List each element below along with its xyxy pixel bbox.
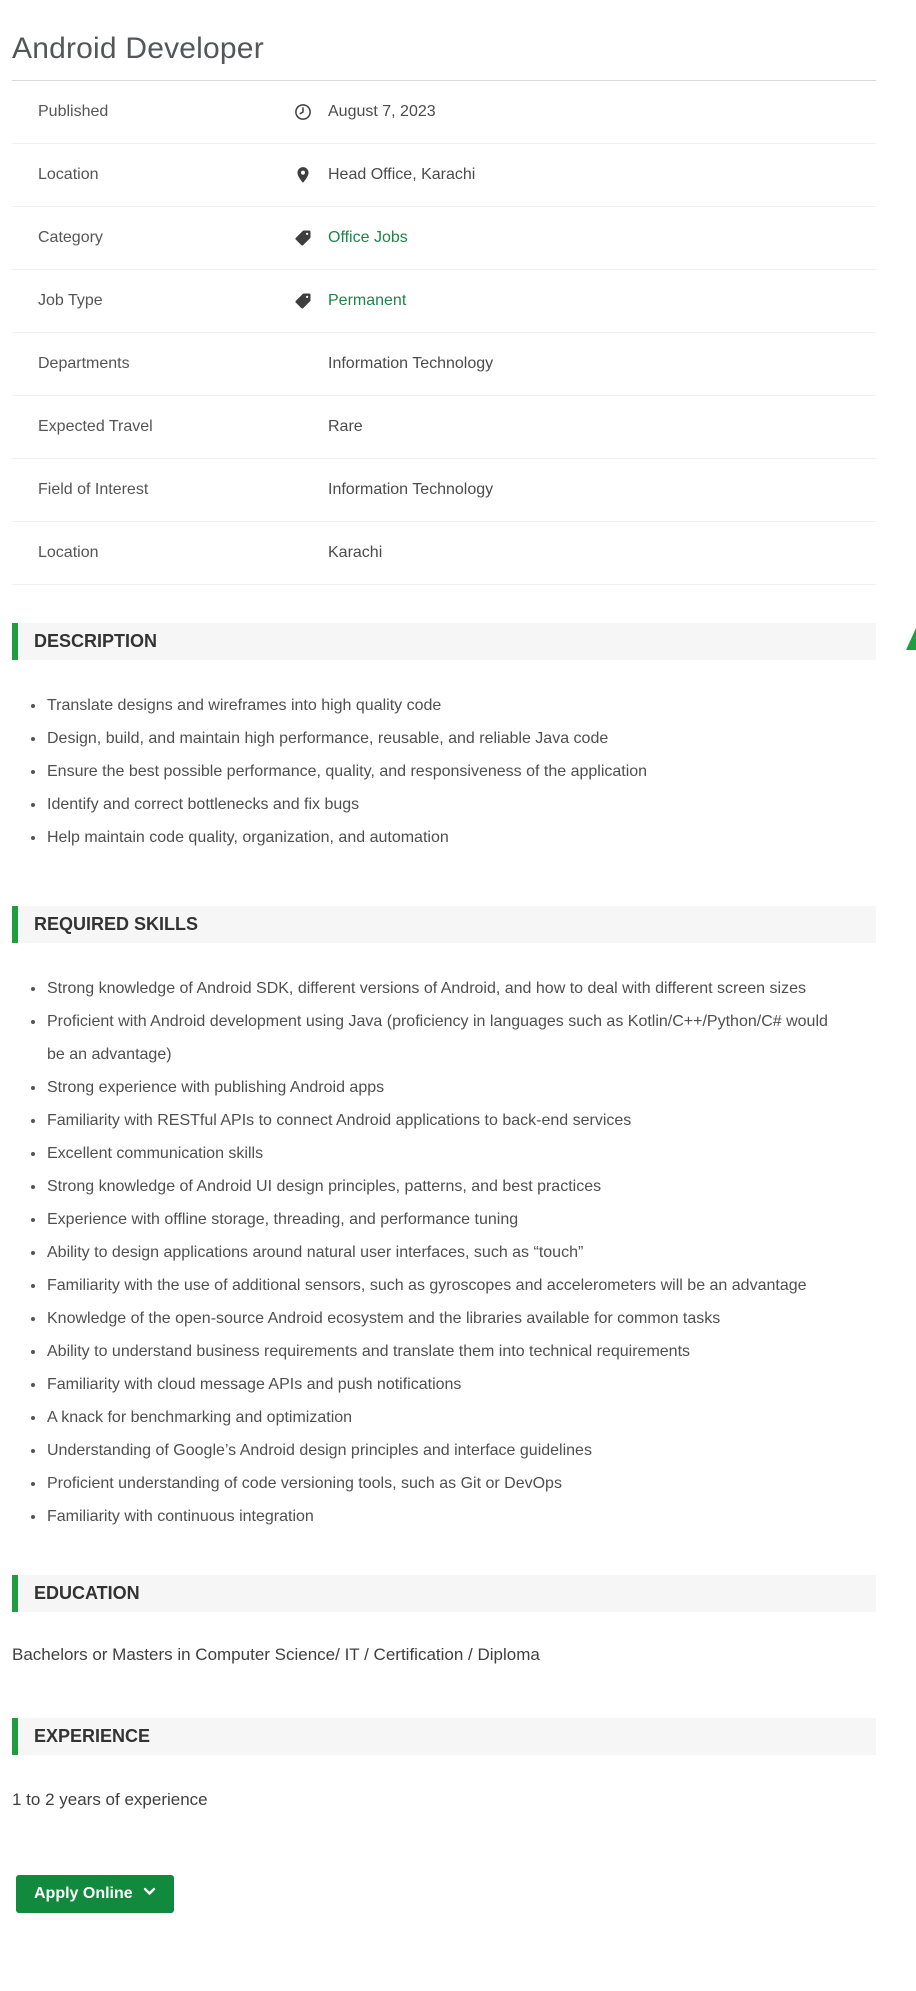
list-item: Strong knowledge of Android SDK, different versions of Android, and how to deal with different screen sizes xyxy=(12,972,834,1005)
detail-value: Rare xyxy=(328,418,363,435)
list-item: Familiarity with cloud message APIs and push notifications xyxy=(12,1368,834,1401)
table-row xyxy=(12,207,876,270)
list-item: Design, build, and maintain high performance, reusable, and reliable Java code xyxy=(12,722,867,755)
job-post-page xyxy=(12,0,876,1913)
detail-label: Category xyxy=(38,229,103,246)
detail-value: Information Technology xyxy=(328,355,494,372)
list-item: Strong experience with publishing Android apps xyxy=(12,1071,834,1104)
list-item: Strong knowledge of Android UI design principles, patterns, and best practices xyxy=(12,1170,834,1203)
table-row xyxy=(12,144,876,207)
detail-value: Karachi xyxy=(328,544,383,561)
table-row xyxy=(12,81,876,144)
education-heading: EDUCATION xyxy=(12,1575,876,1612)
list-item: Experience with offline storage, threading, and performance tuning xyxy=(12,1203,834,1236)
list-item: Knowledge of the open-source Android ecosystem and the libraries available for common tasks xyxy=(12,1302,834,1335)
detail-label: Departments xyxy=(38,355,130,372)
tag-icon xyxy=(293,228,313,248)
corner-decoration xyxy=(906,628,916,650)
list-item: Excellent communication skills xyxy=(12,1137,834,1170)
map-pin-icon xyxy=(293,165,313,185)
detail-label: Location xyxy=(38,166,99,183)
title-section xyxy=(12,0,876,81)
table-row xyxy=(12,333,876,396)
education-text: Bachelors or Masters in Computer Science/ IT / Certification / Diploma xyxy=(12,1645,540,1664)
apply-online-label: Apply Online xyxy=(34,1885,133,1902)
apply-online-button[interactable] xyxy=(16,1875,174,1913)
tag-icon xyxy=(293,291,313,311)
table-row xyxy=(12,459,876,522)
category-link[interactable]: Office Jobs xyxy=(328,229,408,246)
clock-icon xyxy=(293,102,313,122)
chevron-down-icon xyxy=(143,1885,156,1903)
detail-label: Expected Travel xyxy=(38,418,153,435)
experience-heading: EXPERIENCE xyxy=(12,1718,876,1755)
job-type-link[interactable]: Permanent xyxy=(328,292,407,309)
table-row xyxy=(12,522,876,585)
description-list xyxy=(12,689,876,854)
list-item: Familiarity with the use of additional sensors, such as gyroscopes and accelerometers will be an advantage xyxy=(12,1269,834,1302)
list-item: Familiarity with continuous integration xyxy=(12,1500,834,1533)
list-item: Understanding of Google’s Android design principles and interface guidelines xyxy=(12,1434,834,1467)
list-item: Proficient understanding of code versioning tools, such as Git or DevOps xyxy=(12,1467,834,1500)
list-item: Familiarity with RESTful APIs to connect Android applications to back-end services xyxy=(12,1104,834,1137)
table-row xyxy=(12,396,876,459)
required-skills-list xyxy=(12,972,876,1533)
list-item: Ability to design applications around natural user interfaces, such as “touch” xyxy=(12,1236,834,1269)
detail-value: August 7, 2023 xyxy=(328,103,436,120)
detail-label: Job Type xyxy=(38,292,103,309)
list-item: Ensure the best possible performance, quality, and responsiveness of the application xyxy=(12,755,867,788)
list-item: Help maintain code quality, organization, and automation xyxy=(12,821,867,854)
required-skills-heading: REQUIRED SKILLS xyxy=(12,906,876,943)
detail-label: Location xyxy=(38,544,99,561)
job-details-table xyxy=(12,81,876,585)
table-row xyxy=(12,270,876,333)
detail-label: Published xyxy=(38,103,109,120)
list-item: Ability to understand business requirements and translate them into technical requirements xyxy=(12,1335,834,1368)
description-heading: DESCRIPTION xyxy=(12,623,876,660)
detail-value: Information Technology xyxy=(328,481,494,498)
list-item: Proficient with Android development using Java (proficiency in languages such as Kotlin/C++/Python/C# would be an advantage) xyxy=(12,1005,834,1071)
list-item: Identify and correct bottlenecks and fix bugs xyxy=(12,788,867,821)
experience-text: 1 to 2 years of experience xyxy=(12,1790,208,1809)
detail-label: Field of Interest xyxy=(38,481,149,498)
list-item: Translate designs and wireframes into high quality code xyxy=(12,689,867,722)
detail-value: Head Office, Karachi xyxy=(328,166,476,183)
list-item: A knack for benchmarking and optimization xyxy=(12,1401,834,1434)
page-title: Android Developer xyxy=(12,32,264,65)
